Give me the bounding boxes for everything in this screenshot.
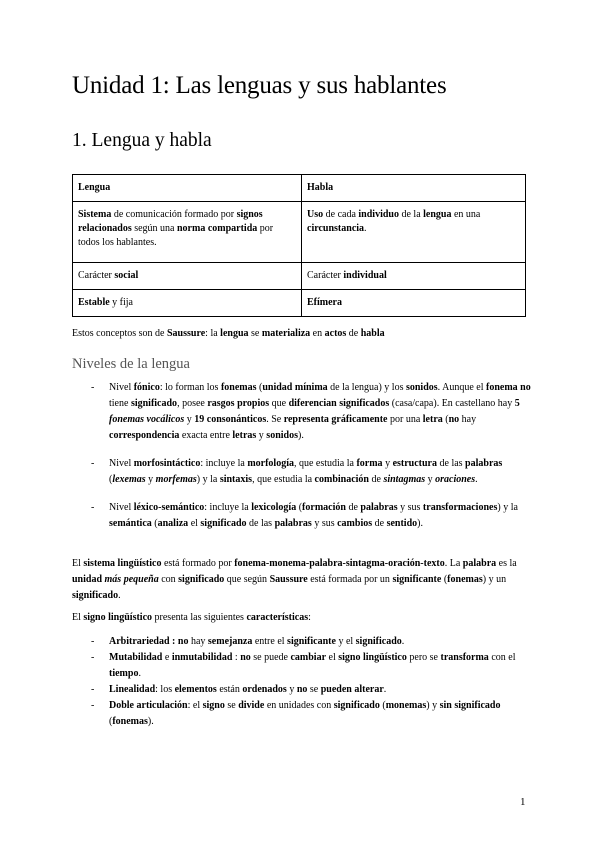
header-habla: Habla (307, 182, 334, 193)
table-row (73, 175, 526, 202)
lengua-definition: Sistema de comunicación formado por signos relacionados según una norma compartida por todos los hablantes. (73, 202, 302, 263)
nivel-morfosintactico: Nivel morfosintáctico: incluye la morfología, que estudia la forma y estructura de las palabras (lexemas y morfemas) y la sintaxis, que estudia la combinación de sintagmas y oraciones. (109, 458, 503, 485)
caracteristica-linealidad: Linealidad: los elementos están ordenados y no se pueden alterar. (109, 684, 387, 695)
lengua-estabilidad: Estable y fija (73, 290, 302, 317)
nivel-fonico: Nivel fónico: lo forman los fonemas (unidad mínima de la lengua) y los sonidos. Aunque el fonema no tiene significado, posee rasgos propios que diferencian significados (casa/capa). En castellano hay 5 fonemas vocálicos y 19 consonánticos. Se representa gráficamente por una letra (no hay correspondencia exacta entre letras y sonidos). (109, 382, 531, 441)
lengua-caracter: Carácter social (73, 263, 302, 290)
caracteristica-mutabilidad: Mutabilidad e inmutabilidad : no se puede cambiar el signo lingüístico pero se transforma con el tiempo. (109, 652, 516, 679)
saussure-note: Estos conceptos son de Saussure: la lengua se materializa en actos de habla (72, 328, 385, 339)
dash-bullet: - (91, 458, 95, 469)
table-row (73, 263, 526, 290)
list-item (91, 698, 531, 730)
list-item (91, 500, 531, 532)
table-row (73, 202, 526, 263)
list-item (91, 634, 531, 650)
dash-bullet: - (91, 502, 95, 513)
list-item (91, 456, 531, 488)
habla-caracter: Carácter individual (302, 263, 526, 290)
list-item (91, 682, 531, 698)
caracteristicas-list (91, 634, 531, 730)
header-lengua: Lengua (78, 182, 111, 193)
list-item (91, 380, 531, 444)
dash-bullet: - (91, 652, 95, 663)
table-row (73, 290, 526, 317)
niveles-heading: Niveles de la lengua (72, 356, 190, 372)
section-heading: 1. Lengua y habla (72, 130, 212, 151)
signo-intro: El signo lingüístico presenta las siguientes características: (72, 612, 311, 623)
niveles-list (91, 380, 531, 544)
caracteristica-doble-articulacion: Doble articulación: el signo se divide en unidades con significado (monemas) y sin significado (fonemas). (109, 700, 501, 727)
list-item (91, 650, 531, 682)
habla-definition: Uso de cada individuo de la lengua en una circunstancia. (302, 202, 526, 263)
dash-bullet: - (91, 382, 95, 393)
table-header-cell (302, 175, 526, 202)
unit-title: Unidad 1: Las lenguas y sus hablantes (72, 72, 447, 99)
habla-estabilidad: Efímera (302, 290, 526, 317)
page-number: 1 (520, 796, 526, 808)
caracteristica-arbitrariedad: Arbitrariedad : no hay semejanza entre el significante y el significado. (109, 636, 405, 647)
lengua-habla-table (72, 174, 526, 317)
dash-bullet: - (91, 700, 95, 711)
table-header-cell (73, 175, 302, 202)
nivel-lexico-semantico: Nivel léxico-semántico: incluye la lexicología (formación de palabras y sus transformaciones) y la semántica (analiza el significado de las palabras y sus cambios de sentido). (109, 502, 518, 529)
sistema-paragraph: El sistema lingüístico está formado por fonema-monema-palabra-sintagma-oración-texto. La palabra es la unidad más pequeña con significado que según Saussure está formada por un significante (fonemas) y un significado. (72, 558, 517, 601)
dash-bullet: - (91, 684, 95, 695)
dash-bullet: - (91, 636, 95, 647)
